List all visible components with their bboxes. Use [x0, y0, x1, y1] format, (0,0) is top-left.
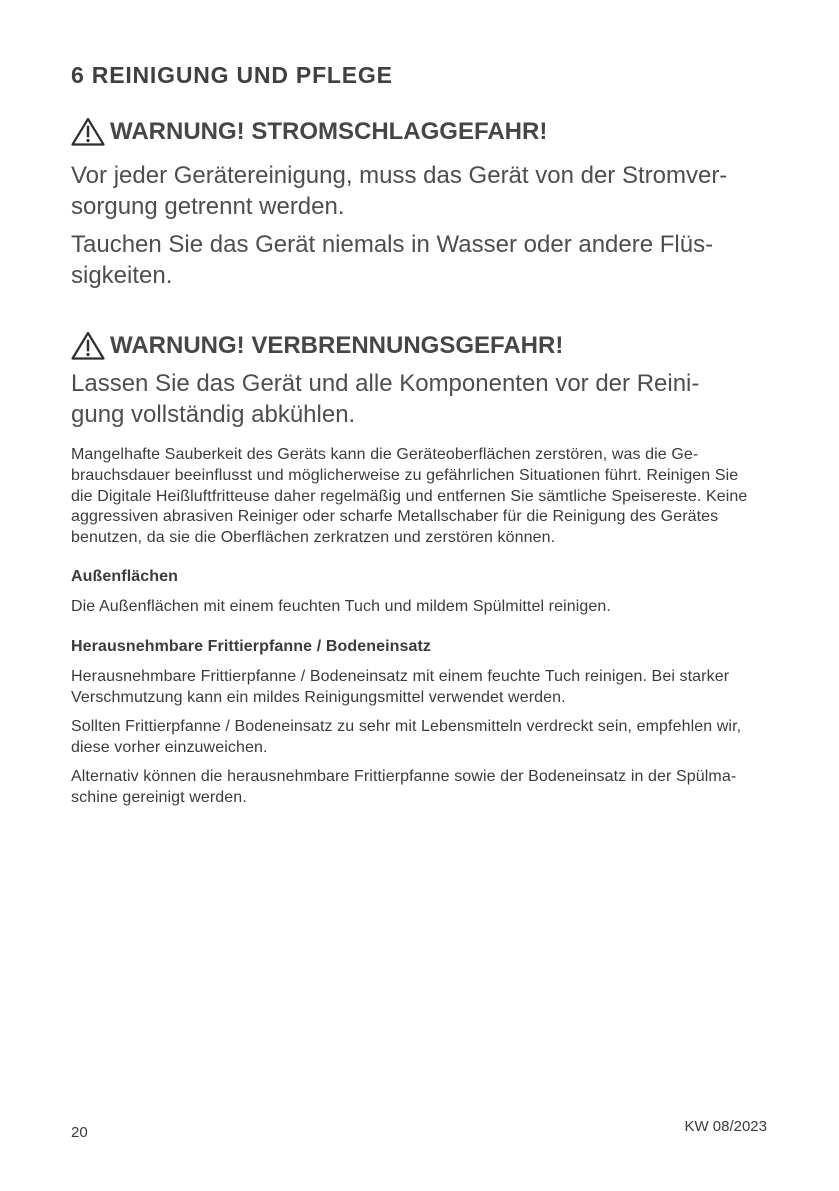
text-line: brauchsdauer beeinflusst und möglicherweise zu gefährlichen Situationen führt. Reinigen Sie: [71, 466, 739, 484]
text-line: Lassen Sie das Gerät und alle Komponenten vor der Reini-: [71, 370, 700, 397]
text-line: benutzen, da sie die Oberflächen zerkratzen und zerstören können.: [71, 529, 556, 546]
subsection-paragraph: [71, 667, 729, 709]
warning-triangle-svg: [71, 331, 105, 360]
warning-title: WARNUNG! STROMSCHLAGGEFAHR!: [110, 118, 548, 145]
intro-paragraph: [71, 445, 747, 549]
text-line: schine gereinigt werden.: [71, 788, 247, 806]
subsection-title: Herausnehmbare Frittierpfanne / Bodeneinsatz: [71, 638, 432, 655]
text-line: Mangelhafte Sauberkeit des Geräts kann die Geräteoberflächen zerstören, was die Ge-: [71, 446, 699, 463]
exclamation-dot: [86, 139, 89, 142]
warning-triangle-icon: [71, 117, 105, 146]
warning-triangle-icon: [71, 331, 105, 360]
text-line: sorgung getrennt werden.: [71, 193, 345, 220]
warning-header: [71, 117, 691, 147]
text-line: Herausnehmbare Frittierpfanne / Bodeneinsatz mit einem feuchte Tuch reinigen. Bei starker: [71, 668, 730, 685]
warning-text: [71, 368, 699, 430]
text-line: Verschmutzung kann ein mildes Reinigungsmittel verwendet werden.: [71, 688, 566, 706]
text-line: gung vollständig abkühlen.: [71, 401, 356, 428]
text-line: Die Außenflächen mit einem feuchten Tuch und mildem Spülmittel reinigen.: [71, 598, 611, 615]
exclamation-dot: [86, 353, 89, 356]
text-line: Tauchen Sie das Gerät niemals in Wasser oder andere Flüs-: [71, 231, 714, 258]
warning-triangle-svg: [71, 117, 105, 146]
subsection-paragraph: [71, 767, 736, 809]
text-line: die Digitale Heißluftfritteuse daher regelmäßig und entfernen Sie sämtliche Speisereste. Keine: [71, 487, 748, 505]
text-line: diese vorher einzuweichen.: [71, 738, 268, 756]
warning-title: WARNUNG! VERBRENNUNGSGEFAHR!: [110, 332, 564, 359]
edition-code: KW 08/2023: [684, 1118, 767, 1135]
text-line: sigkeiten.: [71, 262, 173, 289]
subsection-paragraph: [71, 597, 611, 618]
text-line: Vor jeder Gerätereinigung, muss das Gerät von der Stromver-: [71, 162, 728, 189]
section-title: 6 REINIGUNG UND PFLEGE: [71, 62, 393, 88]
warning-text: [71, 229, 713, 291]
text-line: Alternativ können die herausnehmbare Frittierpfanne sowie der Bodeneinsatz in der Spülma-: [71, 768, 737, 785]
subsection-title: Außenflächen: [71, 568, 178, 585]
subsection-paragraph: [71, 717, 741, 759]
page-number: 20: [71, 1124, 88, 1141]
text-line: Sollten Frittierpfanne / Bodeneinsatz zu sehr mit Lebensmitteln verdreckt sein, empfehlen wir,: [71, 718, 742, 735]
text-line: aggressiven abrasiven Reiniger oder scharfe Metallschaber für die Reinigung des Gerätes: [71, 508, 719, 526]
warning-text: [71, 160, 727, 222]
warning-header: [71, 331, 691, 361]
